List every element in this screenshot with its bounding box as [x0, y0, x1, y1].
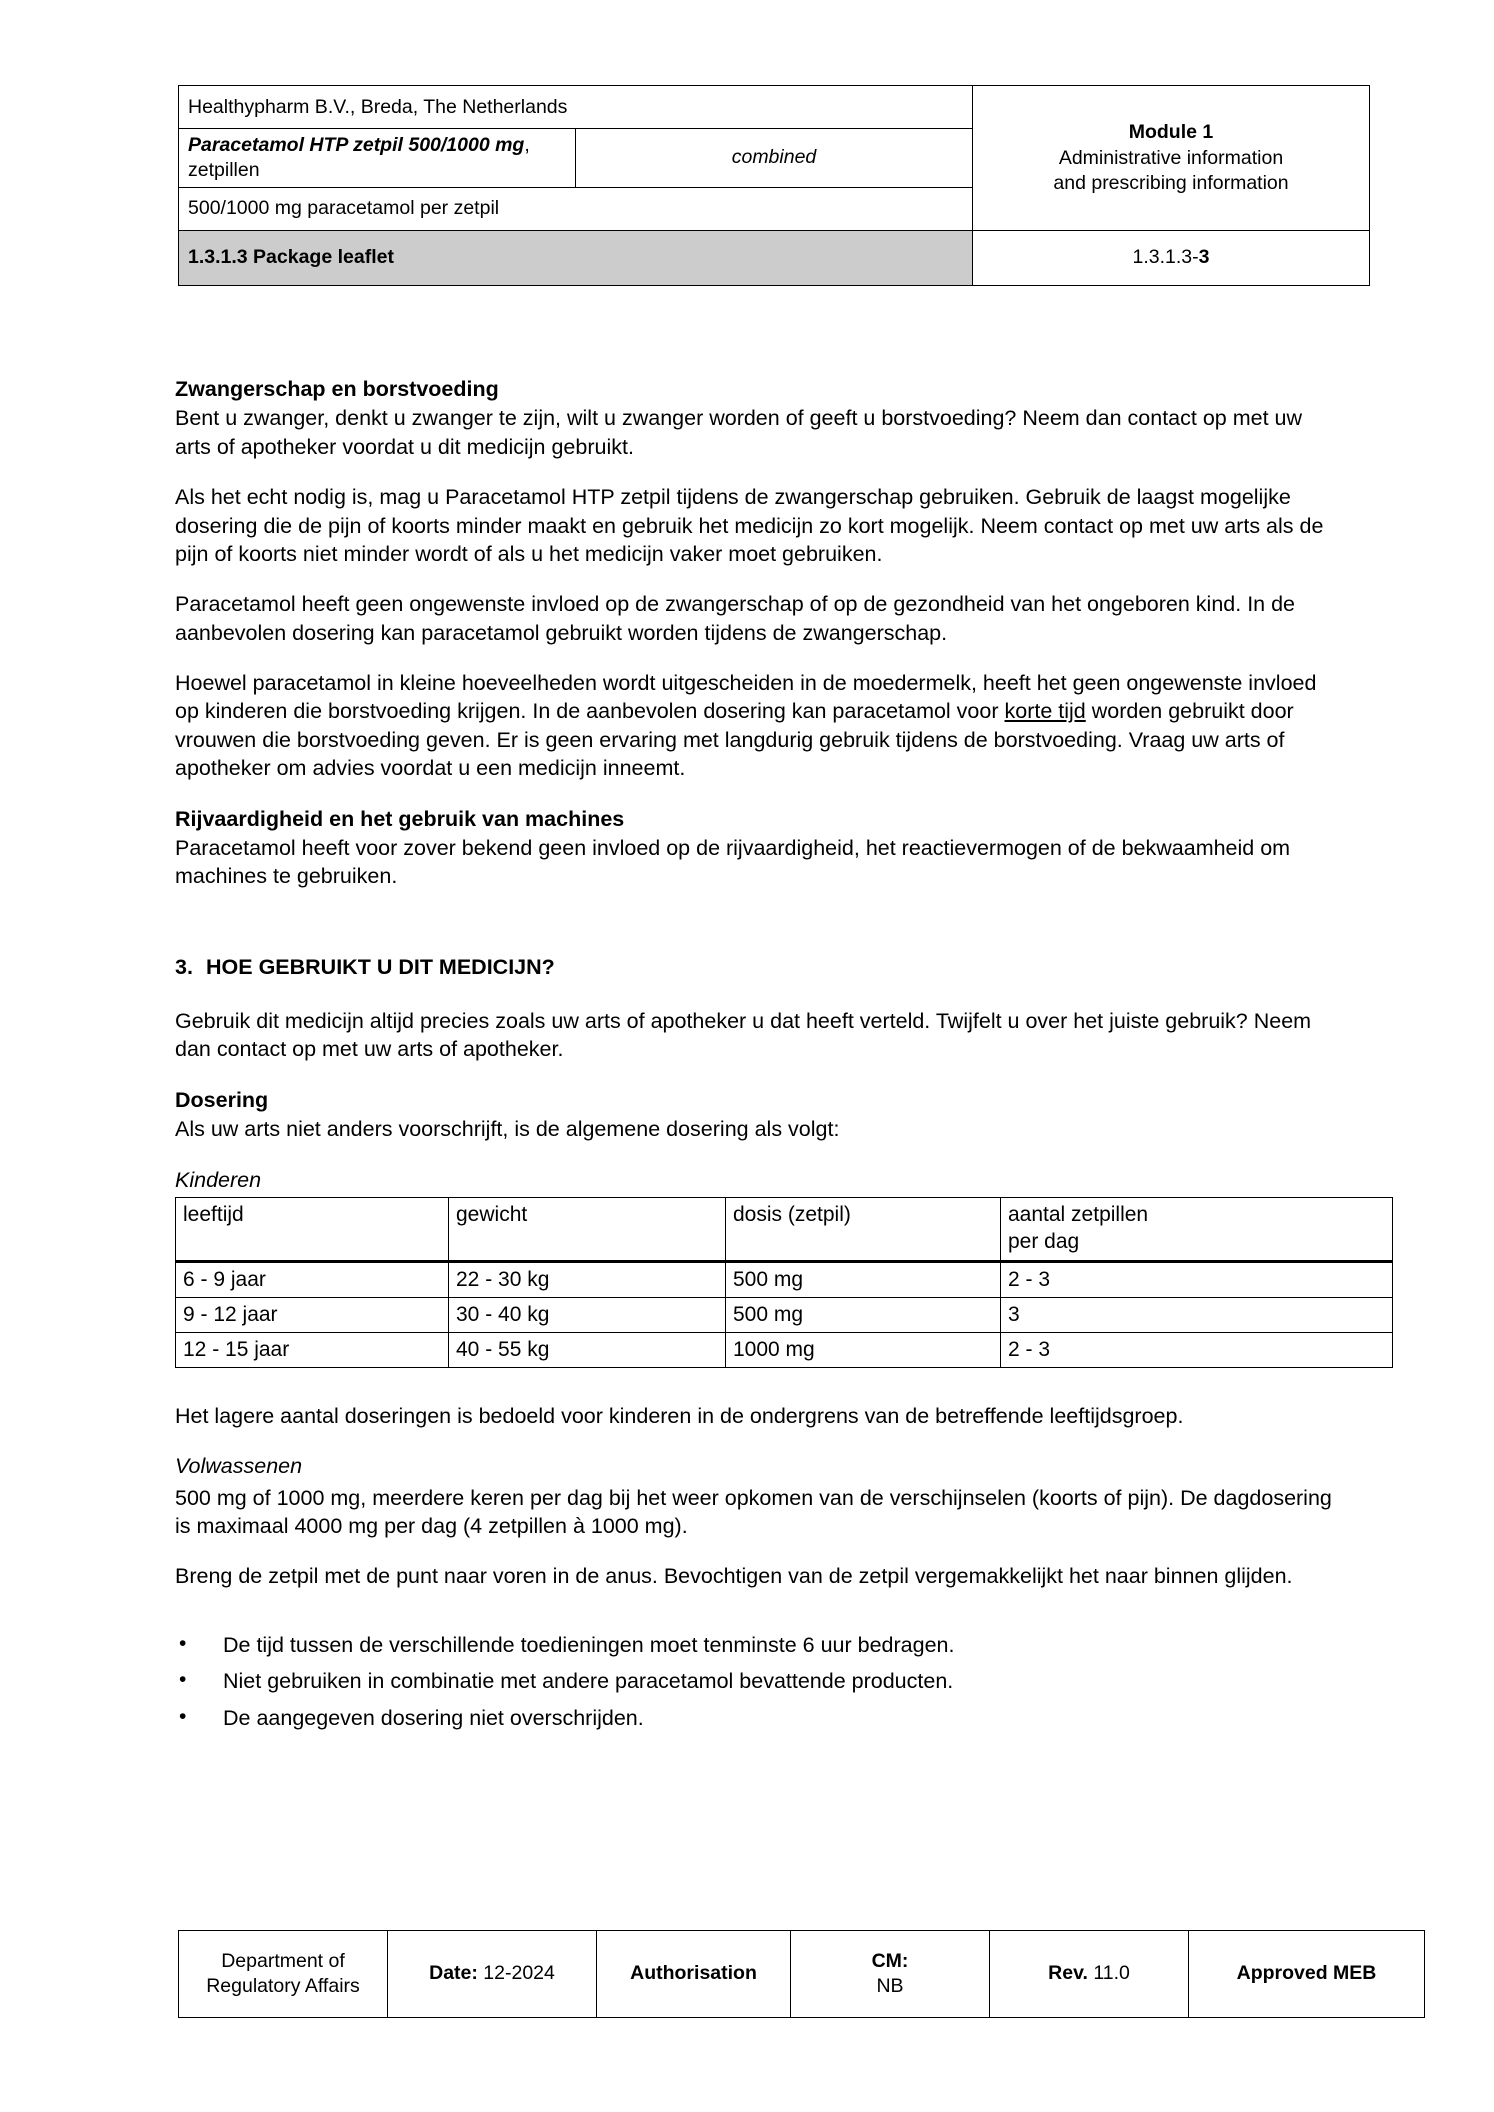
module-subtitle-line1: Administrative information — [1058, 147, 1284, 170]
heading-driving-machines: Rijvaardigheid en het gebruik van machines — [175, 806, 625, 831]
date-label: Date: — [429, 1962, 478, 1985]
header-page-reference — [973, 230, 1370, 285]
authorisation-label: Authorisation — [630, 1962, 757, 1985]
paragraph-dosering-intro: Als uw arts niet anders voorschrijft, is de algemene dosering als volgt: — [175, 1117, 840, 1142]
list-item-text: De tijd tussen de verschillende toedieningen moet tenminste 6 uur bedragen. — [223, 1632, 955, 1657]
footer-cm-cell — [791, 1931, 990, 2018]
module-title: Module 1 — [1128, 120, 1214, 143]
dosing-table-children — [175, 1197, 1393, 1368]
section-3-title: HOE GEBRUIKT U DIT MEDICIJN? — [206, 954, 555, 979]
bullet-icon: • — [179, 1631, 187, 1655]
spacer-after-dosing-table — [175, 1368, 1335, 1402]
page-ref-prefix: 1.3.1.3- — [1132, 246, 1199, 269]
list-item-text: De aangegeven dosering niet overschrijden. — [223, 1705, 644, 1730]
cell-age: 12 - 15 jaar — [176, 1332, 449, 1367]
footer-row — [179, 1931, 1425, 2018]
footer-department-cell — [179, 1931, 388, 2018]
bullet-icon: • — [179, 1704, 187, 1728]
cell-age: 6 - 9 jaar — [176, 1261, 449, 1297]
bullet-icon: • — [179, 1668, 187, 1692]
cm-label: CM: — [871, 1949, 909, 1972]
cell-weight: 30 - 40 kg — [449, 1297, 726, 1332]
paragraph-driving-machines: Paracetamol heeft voor zover bekend geen invloed op de rijvaardigheid, het reactievermogen of de bekwaamheid om machines te gebruiken. — [175, 835, 1291, 889]
product-form: , zetpillen — [188, 134, 530, 181]
paragraph-children-note: Het lagere aantal doseringen is bedoeld voor kinderen in de ondergrens van de betreffende leeftijdsgroep. — [175, 1403, 1184, 1428]
cell-weight: 40 - 55 kg — [449, 1332, 726, 1367]
document-footer-table — [178, 1930, 1425, 2018]
footer-approved-cell — [1189, 1931, 1425, 2018]
document-header-table — [178, 85, 1370, 286]
table-row — [176, 1297, 1393, 1332]
module-subtitle-line2: and prescribing information — [1053, 172, 1289, 195]
footer-revision-cell — [990, 1931, 1189, 2018]
list-item — [175, 1631, 1335, 1659]
header-product-cell — [179, 129, 576, 188]
cell-weight: 22 - 30 kg — [449, 1261, 726, 1297]
rev-value: 11.0 — [1093, 1962, 1130, 1985]
cell-dose: 500 mg — [726, 1261, 1001, 1297]
cm-value: NB — [876, 1975, 904, 1997]
label-kinderen: Kinderen — [175, 1167, 262, 1192]
dosing-col-header-age: leeftijd — [176, 1197, 449, 1261]
footer-authorisation-cell — [597, 1931, 791, 2018]
product-name: Paracetamol HTP zetpil 500/1000 mg — [188, 134, 525, 156]
heading-pregnancy-breastfeeding: Zwangerschap en borstvoeding — [175, 377, 499, 401]
count-header-line2: per dag — [1008, 1230, 1080, 1254]
dosing-table-header-row — [176, 1197, 1393, 1261]
section-3-number: 3. — [175, 954, 193, 979]
breastfeeding-underlined-term: korte tijd — [1004, 699, 1086, 724]
cell-dose: 500 mg — [726, 1297, 1001, 1332]
header-row-company — [179, 86, 1370, 129]
table-row — [176, 1332, 1393, 1367]
list-item — [175, 1667, 1335, 1695]
rev-label: Rev. — [1048, 1962, 1088, 1985]
date-value: 12-2024 — [483, 1962, 555, 1985]
label-volwassenen: Volwassenen — [175, 1454, 303, 1479]
cell-age: 9 - 12 jaar — [176, 1297, 449, 1332]
table-row — [176, 1261, 1393, 1297]
heading-dosering: Dosering — [175, 1087, 269, 1112]
usage-bullet-list — [175, 1631, 1335, 1732]
paragraph-pregnancy-safety: Paracetamol heeft geen ongewenste invloed op de zwangerschap of op de gezondheid van het ongeboren kind. In de aanbevolen dosering kan paracetamol gebruikt worden tijdens de zwangerschap. — [175, 592, 1296, 645]
spacer-before-bullets — [175, 1613, 1335, 1631]
paragraph-administration: Breng de zetpil met de punt naar voren in de anus. Bevochtigen van de zetpil vergemakkelijkt het naar binnen glijden. — [175, 1564, 1293, 1589]
dosing-col-header-dose: dosis (zetpil) — [726, 1197, 1001, 1261]
header-section-title: 1.3.1.3 Package leaflet — [179, 230, 973, 285]
page-ref-suffix: 3 — [1198, 246, 1210, 269]
leaflet-body — [175, 375, 1335, 1740]
header-combined-cell: combined — [576, 129, 973, 188]
cell-count: 2 - 3 — [1001, 1261, 1393, 1297]
paragraph-pregnancy-use: Als het echt nodig is, mag u Paracetamol HTP zetpil tijdens de zwangerschap gebruiken. Gebruik de laagst mogelijke dosering die de pijn of koorts minder maakt en gebruik het medicijn zo kort mogelijk. Neem contact op met uw arts als de pijn of koorts niet minder wordt of als u het medicijn vaker moet gebruiken. — [175, 485, 1324, 566]
list-item — [175, 1704, 1335, 1732]
spacer-after-section3-heading — [175, 981, 1335, 1007]
list-item-text: Niet gebruiken in combinatie met andere paracetamol bevattende producten. — [223, 1669, 954, 1694]
paragraph-pregnancy-intro: Bent u zwanger, denkt u zwanger te zijn, wilt u zwanger worden of geeft u borstvoeding? Neem dan contact op met uw arts of apotheker voordat u dit medicijn gebruikt. — [175, 406, 1303, 459]
department-line1: Department of — [221, 1949, 345, 1972]
spacer-before-section3 — [175, 913, 1335, 953]
dosing-col-header-weight: gewicht — [449, 1197, 726, 1261]
header-module-cell — [973, 86, 1370, 231]
dosing-col-header-count — [1001, 1197, 1393, 1261]
cell-count: 2 - 3 — [1001, 1332, 1393, 1367]
header-strength-cell: 500/1000 mg paracetamol per zetpil — [179, 187, 973, 230]
paragraph-adults-dose: 500 mg of 1000 mg, meerdere keren per dag bij het weer opkomen van de verschijnselen (koorts of pijn). De dagdosering is maximaal 4000 mg per dag (4 zetpillen à 1000 mg). — [175, 1485, 1332, 1538]
breastfeeding-text-part1: Hoewel paracetamol in kleine hoeveelheden wordt uitgescheiden in de moedermelk, heeft het geen ongewenste invloed op kinderen die borstvoeding krijgen. In de aanbevolen dosering kan paracetamol voor — [175, 671, 1317, 724]
cell-count: 3 — [1001, 1297, 1393, 1332]
department-line2: Regulatory Affairs — [206, 1975, 360, 1997]
approved-label: Approved MEB — [1236, 1962, 1377, 1985]
footer-date-cell — [388, 1931, 597, 2018]
count-header-line1: aantal zetpillen — [1008, 1202, 1149, 1226]
cell-dose: 1000 mg — [726, 1332, 1001, 1367]
paragraph-breastfeeding — [175, 669, 1335, 783]
header-row-section — [179, 230, 1370, 285]
heading-section-3 — [175, 953, 1335, 981]
paragraph-section3-intro: Gebruik dit medicijn altijd precies zoals uw arts of apotheker u dat heeft verteld. Twijfelt u over het juiste gebruik? Neem dan contact op met uw arts of apotheker. — [175, 1009, 1312, 1062]
breastfeeding-text-part2: worden gebruikt door vrouwen die borstvoeding geven. Er is geen ervaring met langdurig gebruik tijdens de borstvoeding. Vraag uw arts of apotheker om advies voordat u een medicijn inneemt. — [175, 699, 1294, 781]
header-company-cell: Healthypharm B.V., Breda, The Netherlands — [179, 86, 973, 129]
